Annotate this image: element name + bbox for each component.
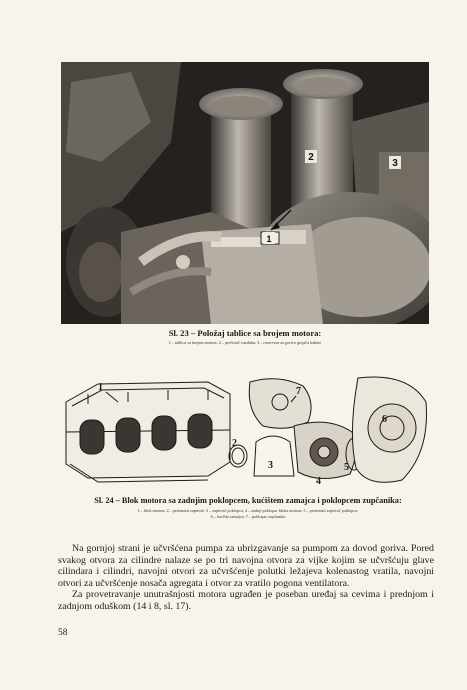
page-number: 58 [58, 628, 68, 638]
callout-6: 6 [382, 414, 387, 425]
callout-4: 4 [316, 476, 321, 487]
figure-23-legend: 1 – tablica sa brojem motora; 2 – prečistač vazduha; 3 – rezervoar za gorivo grejača kabine [168, 340, 322, 345]
callout-1: 1 [98, 382, 103, 393]
callout-5: 5 [344, 462, 349, 473]
figure-24-legend-line-2: 6 – kućište zamajca; 7 – poklopac zupčanika [210, 514, 286, 520]
figure-24-caption: Sl. 24 – Blok motora sa zadnjim poklopcem, kućištem zamajca i poklopcem zupčanika: [94, 496, 402, 505]
body-text [58, 543, 434, 612]
callout-1: 1 [266, 234, 272, 244]
callout-3: 3 [392, 158, 398, 169]
engine-photo [61, 62, 429, 324]
callout-2: 2 [232, 438, 237, 449]
paragraph-2: Za provetravanje unutrašnjosti motora ugrađen je poseban uređaj sa cevima i prednjom i zadnjom oduškom (14 i 8, sl. 17). [58, 589, 434, 612]
callout-7: 7 [296, 386, 301, 397]
callout-3: 3 [268, 460, 273, 471]
figure-24-legend-line-1: 1 – blok motora; 2 – prstenasti zaptivač; 3 – zaptivač poklopca; 4 – zadnji poklopac bloka motora; 5 – prstenasti zaptivač poklopca; [137, 508, 359, 513]
engine-block-drawing [58, 372, 433, 490]
callout-2: 2 [308, 152, 314, 163]
figure-23-caption: Sl. 23 – Položaj tablice sa brojem motora: [168, 328, 322, 338]
paragraph-1: Na gornjoj strani je učvršćena pumpa za ubrizgavanje sa pumpom za dovod goriva. Pored svakog otvora za cilindre nalaze se po tri navojna otvora za vijke kojim se učvršćuju glave cilindara i cilindri, navojni otvori za učvršćenje polutki ležajeva kolenastog vratila, navojni otvori za učvršćenje nosača agregata i otvor za vratilo pogona ventilatora. [58, 543, 434, 589]
figure-24-legend [58, 508, 438, 521]
